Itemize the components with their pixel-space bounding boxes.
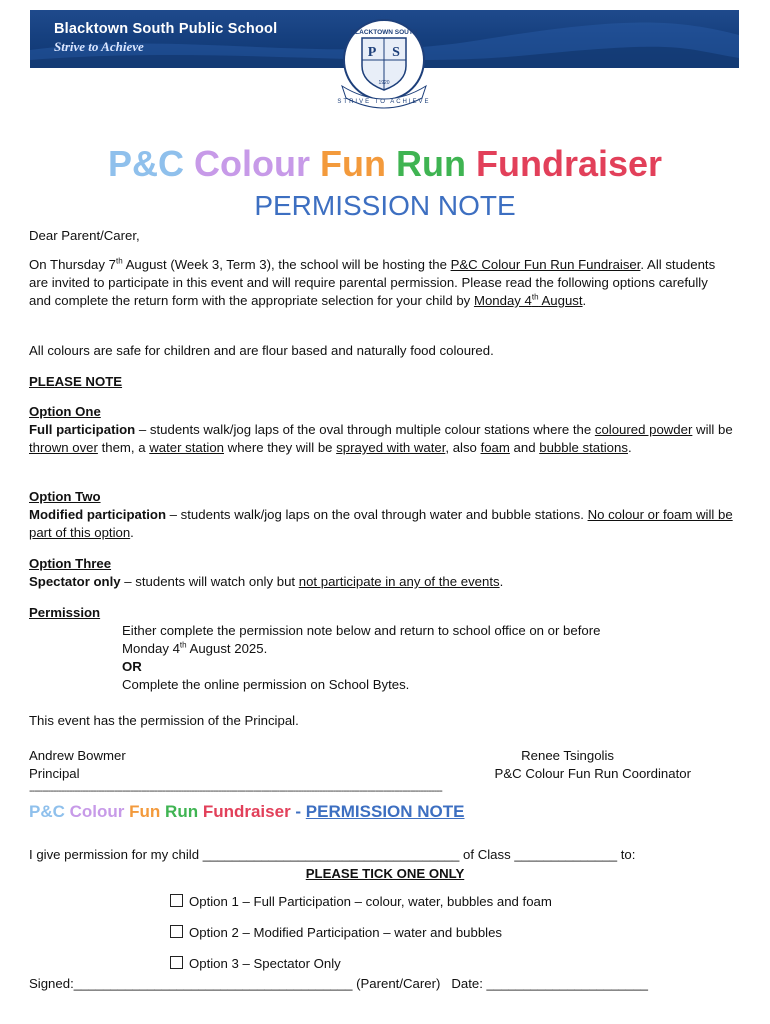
school-name: Blacktown South Public School	[54, 21, 278, 37]
option-one-section	[29, 403, 735, 457]
option-one-description: Full participation – students walk/jog laps of the oval through multiple colour stations where the coloured powder will be thrown over them, a water station where they will be sprayed with water, also foam and bubble stations.	[29, 422, 733, 455]
title-word: Fundraiser	[475, 143, 663, 184]
permission-instructions: Either complete the permission note below and return to school office on or before Monday 4th August 2025. OR Complete the online permission on School Bytes.	[122, 623, 601, 692]
page-subtitle: PERMISSION NOTE	[254, 190, 516, 221]
school-crest-logo	[332, 14, 436, 114]
page-title	[0, 143, 770, 185]
option-2-checkbox-row[interactable]	[170, 925, 502, 940]
principal-signatory: Andrew Bowmer Principal	[29, 748, 126, 781]
option-two-heading: Option Two	[29, 489, 101, 504]
title-word: Fun	[319, 143, 386, 184]
option-three-heading: Option Three	[29, 556, 112, 571]
option-one-heading: Option One	[29, 404, 101, 419]
school-motto: Strive to Achieve	[54, 39, 144, 54]
option-two-description: Modified participation – students walk/jog laps on the oval through water and bubble stations. No colour or foam will be part of this option.	[29, 507, 733, 540]
title-word: P&C	[107, 143, 184, 184]
option-3-checkbox[interactable]	[170, 956, 183, 969]
child-permission-line[interactable]: I give permission for my child ___________________________________ of Class ______________ to:	[29, 847, 636, 862]
safety-note: All colours are safe for children and are flour based and naturally food coloured.	[29, 343, 494, 358]
crest-top-text: BLACKTOWN SOUTH	[350, 29, 418, 36]
option-2-label: Option 2 – Modified Participation – water and bubbles	[189, 925, 503, 940]
crest-year: 1920	[378, 80, 390, 86]
option-1-label: Option 1 – Full Participation – colour, water, bubbles and foam	[189, 894, 552, 909]
option-1-checkbox[interactable]	[170, 894, 183, 907]
crest-letter-s: S	[392, 45, 400, 60]
coordinator-signatory: Renee Tsingolis P&C Colour Fun Run Coordinator	[494, 748, 691, 781]
crest-letter-p: P	[367, 45, 377, 60]
form-title: P&C Colour Fun Run Fundraiser - PERMISSION NOTE	[29, 802, 465, 821]
permission-heading: Permission	[29, 605, 101, 620]
option-2-checkbox[interactable]	[170, 925, 183, 938]
due-date: Monday 4th August	[473, 292, 583, 308]
tick-one-instruction: PLEASE TICK ONE ONLY	[305, 866, 465, 881]
option-1-checkbox-row[interactable]	[170, 894, 552, 909]
option-three-section	[29, 555, 739, 591]
principal-permission-note: This event has the permission of the Principal.	[29, 713, 299, 728]
title-word: Run	[395, 143, 466, 184]
option-3-label: Option 3 – Spectator Only	[189, 956, 341, 971]
intro-paragraph: On Thursday 7th August (Week 3, Term 3), the school will be hosting the P&C Colour Fun Run Fundraiser. All students are invited to participate in this event and will require parental permission. Please read the following options carefully and complete the return form with the appropriate selection for your child by Monday 4th August.	[29, 256, 716, 308]
cut-line: -----------------------------------------------------------------------------------------------------------------------------------------------------------	[29, 785, 442, 797]
greeting: Dear Parent/Carer,	[29, 228, 140, 243]
signature-date-line[interactable]: Signed:______________________________________ (Parent/Carer) Date: ______________________	[29, 976, 648, 991]
option-three-description: Spectator only – students will watch only but not participate in any of the events.	[29, 574, 504, 589]
event-name-link: P&C Colour Fun Run Fundraiser	[450, 257, 641, 272]
title-word: Colour	[193, 143, 310, 184]
option-two-section	[29, 488, 741, 542]
crest-scroll-text: STRIVE TO ACHIEVE	[337, 99, 431, 105]
option-3-checkbox-row[interactable]	[170, 956, 341, 971]
please-note-heading: PLEASE NOTE	[29, 374, 123, 389]
